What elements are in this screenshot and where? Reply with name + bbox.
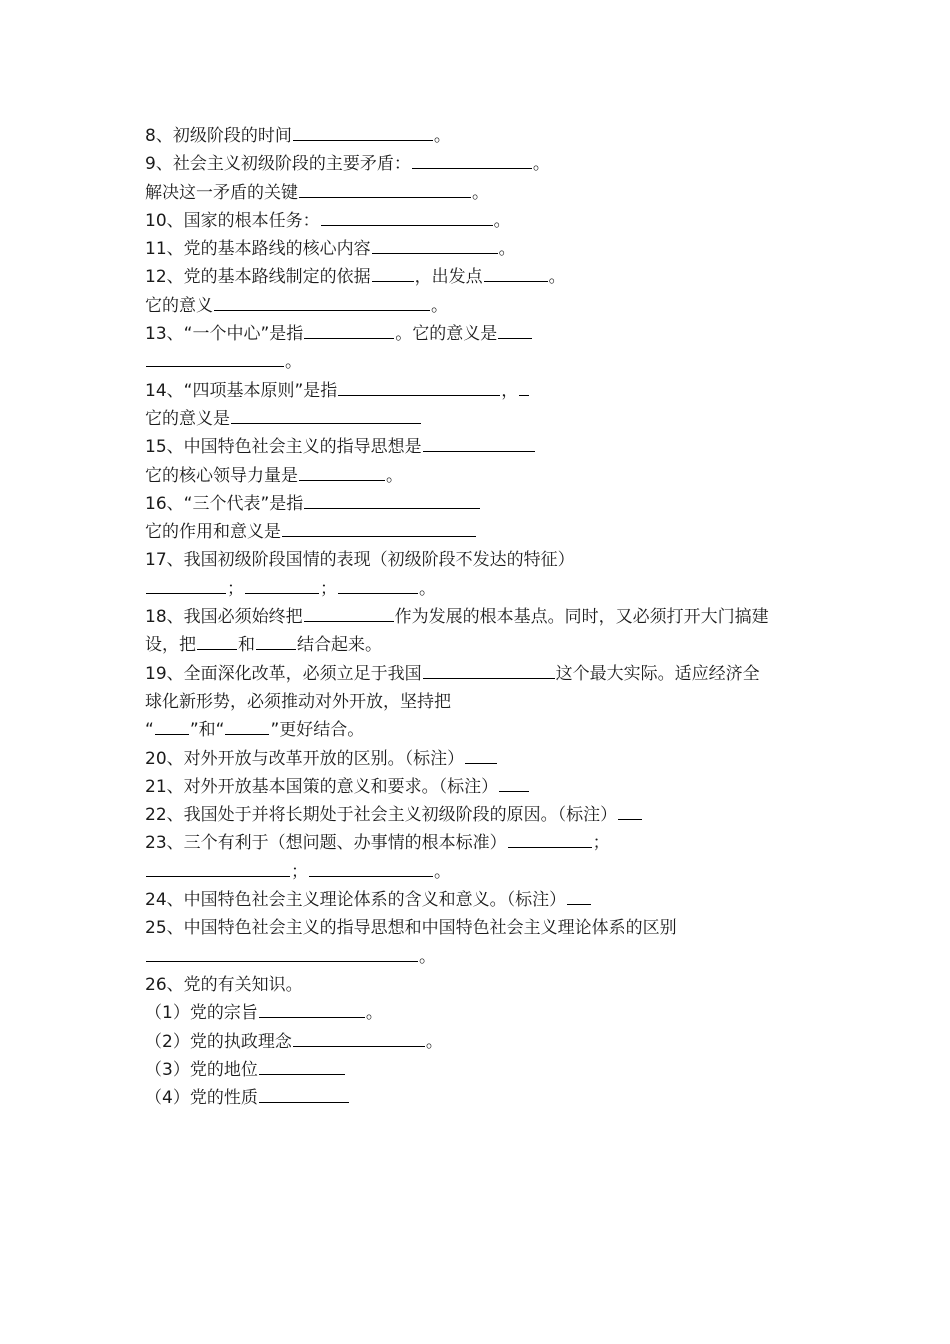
worksheet-line xyxy=(145,1056,825,1084)
question-text: 。 xyxy=(419,578,436,599)
worksheet-line xyxy=(145,716,825,744)
question-text: 球化新形势，必须推动对外开放，坚持把 xyxy=(145,691,451,712)
answer-blank[interactable] xyxy=(146,943,418,962)
question-text: 它的意义是 xyxy=(145,408,230,429)
answer-blank[interactable] xyxy=(412,150,532,169)
worksheet-line xyxy=(145,773,825,801)
worksheet-line xyxy=(145,122,825,150)
question-text: 12、党的基本路线制定的依据 xyxy=(145,267,371,288)
answer-blank[interactable] xyxy=(299,462,385,481)
answer-blank[interactable] xyxy=(567,886,591,905)
question-text: ； xyxy=(320,578,337,599)
question-text: 13、“一个中心”是指 xyxy=(145,324,304,345)
question-text: 8、初级阶段的时间 xyxy=(145,126,292,146)
worksheet-line xyxy=(145,1084,825,1112)
answer-blank[interactable] xyxy=(338,575,418,594)
answer-blank[interactable] xyxy=(498,320,532,339)
worksheet-line xyxy=(145,688,825,716)
answer-blank[interactable] xyxy=(508,829,592,848)
question-text: 。 xyxy=(548,267,566,288)
question-text: 作为发展的根本基点。同时，又必须打开大门搞建 xyxy=(394,607,769,628)
question-text: 。 xyxy=(498,239,516,260)
answer-blank[interactable] xyxy=(256,631,296,650)
answer-blank[interactable] xyxy=(245,575,319,594)
question-text: 解决这一矛盾的关键 xyxy=(145,182,298,203)
question-text: ，出发点 xyxy=(414,267,483,288)
answer-blank[interactable] xyxy=(484,263,548,282)
question-text: （2）党的执政理念 xyxy=(145,1031,292,1052)
question-text: 。 xyxy=(386,465,403,486)
answer-blank[interactable] xyxy=(499,773,529,792)
question-text: 。它的意义是 xyxy=(395,324,498,345)
question-text: 它的核心领导力量是 xyxy=(145,465,298,486)
question-text: 14、“四项基本原则”是指 xyxy=(145,380,338,401)
question-text: 。 xyxy=(434,861,451,882)
answer-blank[interactable] xyxy=(423,660,555,679)
question-text: 21、对外开放基本国策的意义和要求。（标注） xyxy=(145,776,499,797)
question-text: 17、我国初级阶段国情的表现（初级阶段不发达的特征） xyxy=(145,550,575,571)
worksheet-line xyxy=(145,348,825,376)
answer-blank[interactable] xyxy=(338,377,500,396)
question-text: 。 xyxy=(431,295,448,316)
answer-blank[interactable] xyxy=(146,858,290,877)
question-text: ， xyxy=(501,380,519,401)
worksheet-line xyxy=(145,999,825,1027)
answer-blank[interactable] xyxy=(197,631,237,650)
answer-blank[interactable] xyxy=(465,745,497,764)
answer-blank[interactable] xyxy=(304,603,394,622)
question-text: 16、“三个代表”是指 xyxy=(145,493,304,514)
question-text: “ xyxy=(145,720,154,741)
answer-blank[interactable] xyxy=(225,716,269,735)
answer-blank[interactable] xyxy=(293,1028,425,1047)
answer-blank[interactable] xyxy=(321,207,493,226)
question-text: （4）党的性质 xyxy=(145,1088,258,1109)
worksheet-line xyxy=(145,801,825,829)
answer-blank[interactable] xyxy=(259,1084,349,1103)
question-text: 结合起来。 xyxy=(297,635,382,656)
question-text: 25、中国特色社会主义的指导思想和中国特色社会主义理论体系的区别 xyxy=(145,918,677,939)
question-text: 。 xyxy=(419,946,436,967)
worksheet-line xyxy=(145,858,825,886)
question-text: 。 xyxy=(433,126,451,146)
answer-blank[interactable] xyxy=(299,179,471,198)
worksheet-line xyxy=(145,377,825,405)
answer-blank[interactable] xyxy=(259,1056,345,1075)
question-text: 23、三个有利于（想问题、办事情的根本标准） xyxy=(145,833,507,854)
question-text: 。 xyxy=(532,154,550,175)
answer-blank[interactable] xyxy=(372,263,414,282)
worksheet-line xyxy=(145,886,825,914)
worksheet-line xyxy=(145,263,825,291)
answer-blank[interactable] xyxy=(519,377,529,396)
worksheet-line xyxy=(145,631,825,659)
answer-blank[interactable] xyxy=(231,405,421,424)
answer-blank[interactable] xyxy=(618,801,642,820)
worksheet-line xyxy=(145,179,825,207)
question-text: ； xyxy=(227,578,244,599)
answer-blank[interactable] xyxy=(423,433,535,452)
worksheet-line xyxy=(145,1028,825,1056)
question-text: 26、党的有关知识。 xyxy=(145,974,303,995)
question-text: 。 xyxy=(365,1003,383,1024)
answer-blank[interactable] xyxy=(304,490,480,509)
question-text: 18、我国必须始终把 xyxy=(145,607,303,628)
question-text: ； xyxy=(592,833,610,854)
worksheet-line xyxy=(145,603,825,631)
worksheet-page xyxy=(145,122,825,1112)
question-text: 。 xyxy=(425,1031,443,1052)
question-text: 22、我国处于并将长期处于社会主义初级阶段的原因。（标注） xyxy=(145,805,618,826)
question-text: 11、党的基本路线的核心内容 xyxy=(145,239,371,260)
worksheet-line xyxy=(145,943,825,971)
answer-blank[interactable] xyxy=(282,518,476,537)
worksheet-line xyxy=(145,575,825,603)
question-text: （3）党的地位 xyxy=(145,1059,258,1080)
worksheet-line xyxy=(145,829,825,857)
question-text: 10、国家的根本任务： xyxy=(145,210,320,231)
answer-blank[interactable] xyxy=(259,999,365,1018)
question-text: 9、社会主义初级阶段的主要矛盾： xyxy=(145,154,411,175)
worksheet-line xyxy=(145,150,825,178)
question-text: （1）党的宗旨 xyxy=(145,1003,258,1024)
answer-blank[interactable] xyxy=(372,235,498,254)
question-text: 。 xyxy=(472,182,489,203)
question-text: 和 xyxy=(238,635,255,656)
worksheet-line xyxy=(145,207,825,235)
answer-blank[interactable] xyxy=(293,122,433,141)
worksheet-line xyxy=(145,518,825,546)
answer-blank[interactable] xyxy=(146,348,284,367)
worksheet-line xyxy=(145,235,825,263)
question-text: 15、中国特色社会主义的指导思想是 xyxy=(145,437,422,458)
worksheet-line xyxy=(145,320,825,348)
question-text: 。 xyxy=(493,210,511,231)
worksheet-line xyxy=(145,405,825,433)
question-text: ”和“ xyxy=(189,720,225,741)
question-text: 设，把 xyxy=(145,635,196,656)
question-text: 这个最大实际。适应经济全 xyxy=(555,663,760,684)
worksheet-line xyxy=(145,546,825,574)
worksheet-line xyxy=(145,914,825,942)
worksheet-line xyxy=(145,660,825,688)
answer-blank[interactable] xyxy=(304,320,394,339)
question-text: 它的作用和意义是 xyxy=(145,522,281,543)
answer-blank[interactable] xyxy=(155,716,189,735)
question-text: 。 xyxy=(285,352,302,373)
worksheet-line xyxy=(145,745,825,773)
answer-blank[interactable] xyxy=(214,292,430,311)
question-text: ； xyxy=(291,861,308,882)
worksheet-line xyxy=(145,433,825,461)
answer-blank[interactable] xyxy=(146,575,226,594)
question-text: 19、全面深化改革，必须立足于我国 xyxy=(145,663,422,684)
answer-blank[interactable] xyxy=(309,858,433,877)
worksheet-line xyxy=(145,490,825,518)
worksheet-line xyxy=(145,971,825,999)
question-text: ”更好结合。 xyxy=(270,720,365,741)
question-text: 20、对外开放与改革开放的区别。（标注） xyxy=(145,748,465,769)
worksheet-line xyxy=(145,292,825,320)
question-text: 24、中国特色社会主义理论体系的含义和意义。（标注） xyxy=(145,890,567,911)
question-text: 它的意义 xyxy=(145,295,213,316)
worksheet-line xyxy=(145,462,825,490)
